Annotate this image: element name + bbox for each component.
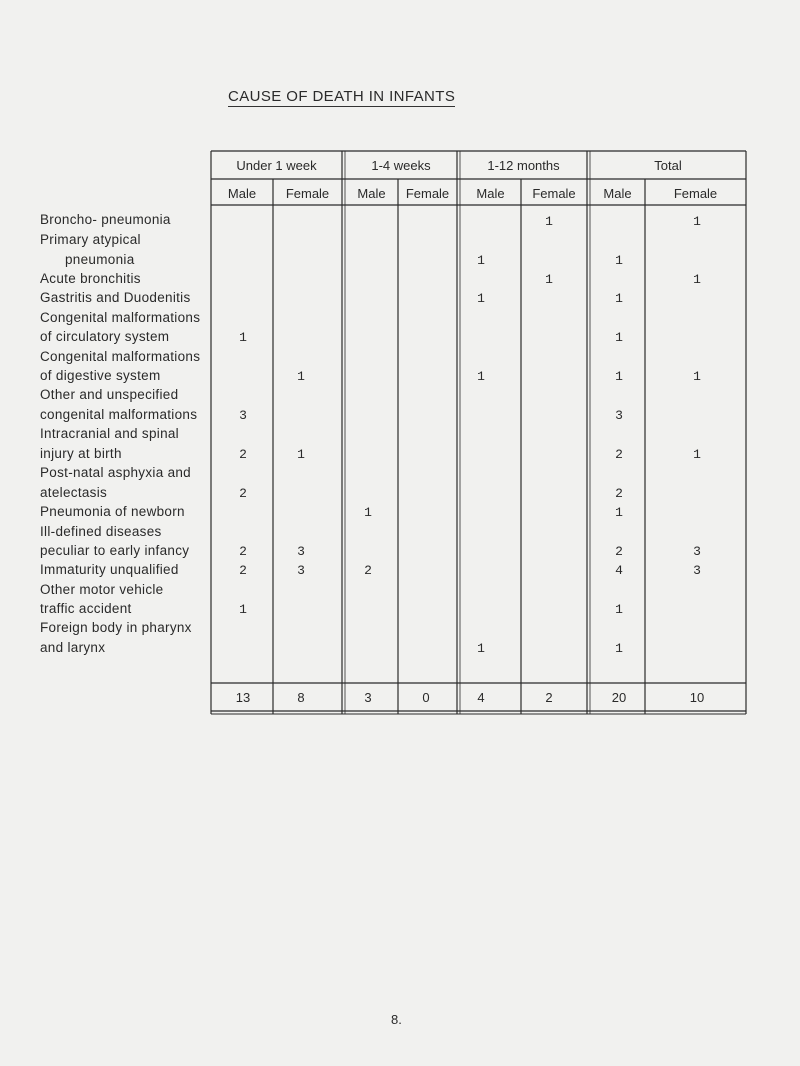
sex-header-male: Male: [603, 186, 632, 201]
row-label: Immaturity unqualified: [40, 562, 179, 577]
table-cell: 3: [297, 563, 305, 578]
row-label: Acute bronchitis: [40, 271, 141, 286]
row-label: Other and unspecified: [40, 387, 179, 402]
row-label: Ill-defined diseases: [40, 524, 162, 539]
total-cell: 2: [545, 690, 553, 705]
total-cell: 8: [297, 690, 305, 705]
table-cell: 2: [239, 447, 247, 462]
table-cell: 1: [615, 602, 623, 617]
sex-header-female: Female: [673, 186, 718, 201]
row-label: Intracranial and spinal: [40, 426, 179, 441]
table-cell: 1: [693, 369, 701, 384]
table-cell: 1: [615, 369, 623, 384]
table-cell: 1: [545, 272, 553, 287]
sex-header-female: Female: [532, 186, 576, 201]
table-cell: 1: [545, 214, 553, 229]
table-cell: 1: [615, 330, 623, 345]
table-cell: 1: [239, 602, 247, 617]
group-header-total: Total: [654, 158, 682, 173]
row-label: Congenital malformations: [40, 310, 201, 325]
group-header-1-12-months: 1-12 months: [487, 158, 560, 173]
page-number: 8.: [391, 1012, 402, 1027]
table-cell: 4: [615, 563, 623, 578]
row-label: Gastritis and Duodenitis: [40, 290, 191, 305]
sex-header-male: Male: [476, 186, 505, 201]
total-cell: 10: [689, 690, 705, 705]
total-cell: 0: [422, 690, 430, 705]
row-label: congenital malformations: [40, 407, 198, 422]
table-cell: 1: [615, 641, 623, 656]
group-header-1-4-weeks: 1-4 weeks: [371, 158, 431, 173]
table-cell: 1: [364, 505, 372, 520]
row-label: of digestive system: [40, 368, 161, 383]
table-cell: 2: [615, 486, 623, 501]
row-label: injury at birth: [40, 446, 122, 461]
table-cell: 2: [615, 544, 623, 559]
row-label: atelectasis: [40, 485, 108, 500]
page-title: CAUSE OF DEATH IN INFANTS: [228, 88, 456, 105]
row-label: pneumonia: [65, 252, 135, 267]
table-cell: 1: [693, 447, 701, 462]
row-label: Other motor vehicle: [40, 582, 164, 597]
row-label: Broncho- pneumonia: [40, 212, 171, 227]
sex-header-male: Male: [227, 186, 257, 201]
sex-header-male: Male: [357, 186, 386, 201]
row-label: Foreign body in pharynx: [40, 620, 192, 635]
table-cell: 1: [693, 272, 701, 287]
row-label: Congenital malformations: [40, 349, 201, 364]
table-cell: 2: [239, 486, 247, 501]
total-cell: 20: [611, 690, 627, 705]
table-cell: 3: [615, 408, 623, 423]
table-cell: 2: [239, 563, 247, 578]
table-cell: 1: [615, 291, 623, 306]
table-cell: 2: [615, 447, 623, 462]
table-cell: 1: [239, 330, 247, 345]
table-cell: 3: [239, 408, 247, 423]
table-cell: 1: [297, 369, 305, 384]
table-cell: 1: [615, 505, 623, 520]
row-label: Post-natal asphyxia and: [40, 465, 191, 480]
row-label: Pneumonia of newborn: [40, 504, 185, 519]
table-cell: 2: [364, 563, 372, 578]
table-cell: 3: [693, 544, 701, 559]
total-cell: 13: [235, 690, 251, 705]
table-cell: 1: [477, 253, 485, 268]
table-cell: 1: [477, 291, 485, 306]
sex-header-female: Female: [285, 186, 330, 201]
row-label: peculiar to early infancy: [40, 543, 190, 558]
row-label: traffic accident: [40, 601, 132, 616]
table-cell: 1: [693, 214, 701, 229]
row-label: of circulatory system: [40, 329, 170, 344]
table-cell: 3: [297, 544, 305, 559]
group-header-under-1-week: Under 1 week: [236, 158, 317, 173]
total-cell: 4: [477, 690, 485, 705]
row-label: and larynx: [40, 640, 106, 655]
table-cell: 1: [615, 253, 623, 268]
table-cell: 3: [693, 563, 701, 578]
sex-header-female: Female: [405, 186, 450, 201]
table-cell: 1: [477, 369, 485, 384]
total-cell: 3: [364, 690, 372, 705]
table-cell: 1: [477, 641, 485, 656]
table-cell: 2: [239, 544, 247, 559]
row-label: Primary atypical: [40, 232, 141, 247]
table-cell: 1: [297, 447, 305, 462]
